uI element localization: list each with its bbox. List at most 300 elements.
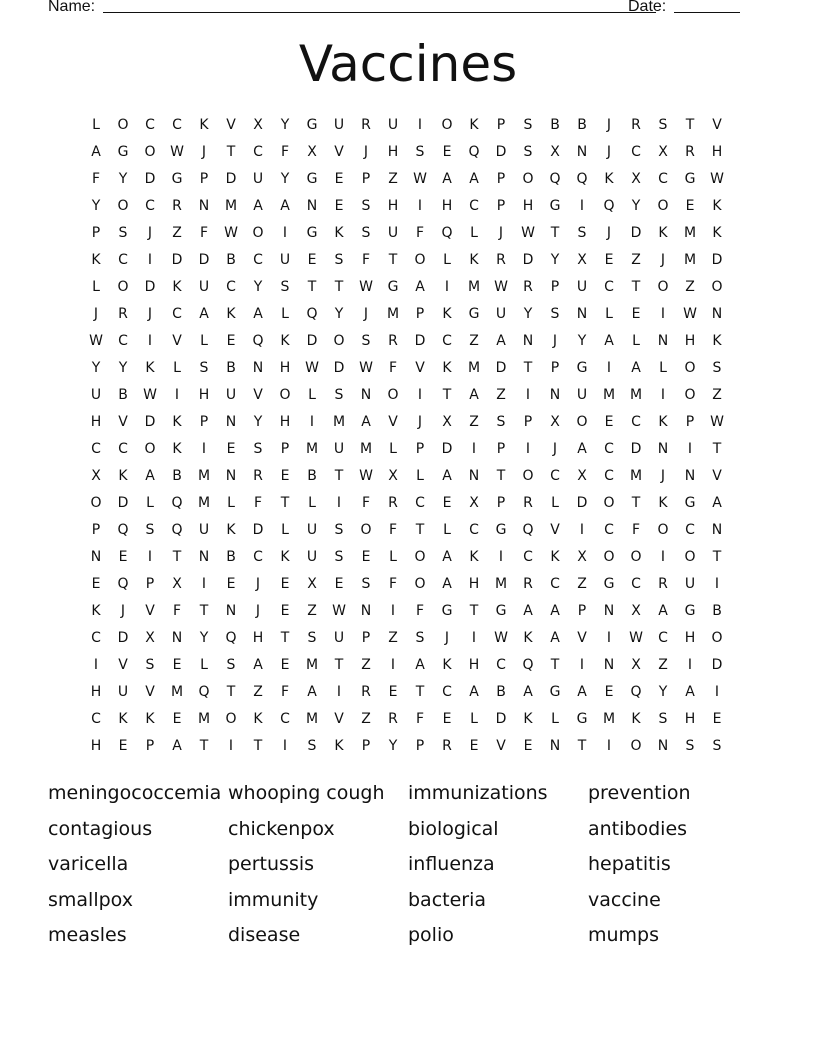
grid-letter: Y bbox=[550, 252, 560, 268]
grid-letter: H bbox=[90, 684, 102, 700]
grid-letter: Z bbox=[712, 387, 722, 403]
grid-letter: V bbox=[334, 144, 344, 160]
grid-letter: L bbox=[470, 711, 478, 727]
grid-letter: Q bbox=[441, 225, 453, 241]
grid-letter: P bbox=[496, 441, 506, 457]
grid-letter: Y bbox=[388, 738, 398, 754]
grid-letter: A bbox=[442, 171, 452, 187]
grid-letter: P bbox=[496, 117, 506, 133]
grid-letter: Z bbox=[172, 225, 182, 241]
grid-letter: J bbox=[606, 225, 612, 241]
grid-letter: N bbox=[198, 549, 210, 565]
grid-letter: O bbox=[684, 387, 696, 403]
grid-letter: M bbox=[305, 441, 319, 457]
grid-letter: V bbox=[712, 117, 722, 133]
grid-letter: U bbox=[90, 387, 102, 403]
grid-letter: K bbox=[523, 630, 533, 646]
grid-letter: L bbox=[227, 495, 235, 511]
grid-letter: V bbox=[145, 684, 155, 700]
grid-letter: C bbox=[172, 306, 182, 322]
grid-letter: E bbox=[91, 576, 101, 592]
grid-letter: T bbox=[334, 468, 344, 484]
grid-letter: E bbox=[280, 657, 290, 673]
grid-letter: W bbox=[170, 144, 184, 160]
grid-letter: W bbox=[521, 225, 535, 241]
word-list-item: prevention bbox=[588, 782, 691, 804]
grid-letter: L bbox=[416, 468, 424, 484]
grid-letter: X bbox=[253, 117, 263, 133]
grid-letter: K bbox=[91, 603, 101, 619]
grid-letter: L bbox=[389, 441, 397, 457]
grid-letter: M bbox=[629, 468, 643, 484]
grid-letter: U bbox=[252, 171, 264, 187]
grid-letter: F bbox=[415, 603, 425, 619]
grid-letter: O bbox=[684, 360, 696, 376]
grid-letter: X bbox=[307, 144, 317, 160]
grid-letter: O bbox=[603, 495, 615, 511]
grid-letter: A bbox=[91, 144, 101, 160]
grid-letter: C bbox=[469, 198, 479, 214]
word-list-item: biological bbox=[408, 817, 499, 840]
grid-letter: A bbox=[253, 198, 263, 214]
grid-letter: C bbox=[658, 171, 668, 187]
grid-letter: X bbox=[307, 576, 317, 592]
grid-letter: J bbox=[147, 225, 153, 241]
grid-letter: J bbox=[606, 117, 612, 133]
grid-letter: C bbox=[550, 576, 560, 592]
grid-letter: T bbox=[577, 738, 587, 754]
grid-letter: S bbox=[145, 522, 155, 538]
grid-letter: A bbox=[442, 576, 452, 592]
grid-letter: D bbox=[414, 333, 426, 349]
grid-letter: T bbox=[496, 468, 506, 484]
grid-letter: L bbox=[443, 522, 451, 538]
grid-letter: L bbox=[632, 333, 640, 349]
grid-letter: E bbox=[118, 738, 128, 754]
grid-letter: K bbox=[172, 441, 182, 457]
grid-letter: K bbox=[253, 711, 263, 727]
grid-letter: A bbox=[469, 171, 479, 187]
grid-letter: O bbox=[117, 198, 129, 214]
grid-letter: T bbox=[253, 738, 263, 754]
grid-letter: V bbox=[388, 414, 398, 430]
grid-letter: D bbox=[495, 144, 507, 160]
grid-letter: H bbox=[684, 630, 696, 646]
grid-letter: H bbox=[387, 198, 399, 214]
grid-letter: P bbox=[91, 522, 101, 538]
grid-letter: R bbox=[496, 252, 506, 268]
grid-letter: L bbox=[443, 252, 451, 268]
grid-letter: B bbox=[172, 468, 182, 484]
grid-letter: N bbox=[252, 360, 264, 376]
grid-letter: N bbox=[90, 549, 102, 565]
grid-letter: O bbox=[117, 279, 129, 295]
grid-letter: E bbox=[334, 576, 344, 592]
grid-letter: A bbox=[550, 603, 560, 619]
grid-letter: A bbox=[523, 684, 533, 700]
grid-letter: E bbox=[226, 441, 236, 457]
grid-letter: U bbox=[576, 387, 588, 403]
grid-letter: D bbox=[225, 171, 237, 187]
header bbox=[48, 0, 748, 18]
grid-letter: F bbox=[415, 225, 425, 241]
grid-letter: K bbox=[523, 711, 533, 727]
grid-letter: I bbox=[714, 684, 720, 700]
word-list-item: contagious bbox=[48, 817, 153, 840]
grid-letter: Z bbox=[631, 252, 641, 268]
word-list-item: disease bbox=[228, 924, 301, 946]
grid-letter: R bbox=[658, 576, 668, 592]
grid-letter: X bbox=[388, 468, 398, 484]
grid-letter: J bbox=[255, 576, 261, 592]
grid-letter: C bbox=[604, 522, 614, 538]
grid-letter: N bbox=[657, 738, 669, 754]
grid-letter: R bbox=[523, 495, 533, 511]
grid-letter: X bbox=[442, 414, 452, 430]
grid-letter: Y bbox=[253, 279, 263, 295]
grid-letter: I bbox=[417, 387, 423, 403]
grid-letter: L bbox=[146, 495, 154, 511]
word-list-item: antibodies bbox=[588, 817, 688, 840]
grid-letter: N bbox=[657, 441, 669, 457]
grid-letter: P bbox=[415, 441, 425, 457]
grid-letter: E bbox=[280, 576, 290, 592]
grid-letter: W bbox=[629, 630, 643, 646]
grid-letter: Q bbox=[306, 306, 318, 322]
grid-letter: C bbox=[442, 333, 452, 349]
grid-letter: F bbox=[361, 495, 371, 511]
grid-letter: S bbox=[550, 306, 560, 322]
grid-letter: T bbox=[712, 441, 722, 457]
grid-letter: O bbox=[657, 522, 669, 538]
grid-letter: T bbox=[280, 630, 290, 646]
grid-letter: O bbox=[333, 333, 345, 349]
grid-letter: K bbox=[469, 117, 479, 133]
grid-letter: N bbox=[684, 468, 696, 484]
grid-letter: U bbox=[306, 549, 318, 565]
grid-letter: E bbox=[280, 603, 290, 619]
grid-letter: E bbox=[118, 549, 128, 565]
grid-letter: J bbox=[255, 603, 261, 619]
grid-letter: D bbox=[117, 495, 129, 511]
grid-letter: G bbox=[306, 117, 318, 133]
grid-letter: D bbox=[144, 171, 156, 187]
grid-letter: E bbox=[442, 711, 452, 727]
grid-letter: N bbox=[711, 306, 723, 322]
grid-letter: X bbox=[631, 657, 641, 673]
grid-letter: P bbox=[199, 414, 209, 430]
grid-letter: J bbox=[552, 333, 558, 349]
grid-letter: F bbox=[388, 360, 398, 376]
grid-letter: C bbox=[91, 711, 101, 727]
grid-letter: C bbox=[631, 576, 641, 592]
grid-letter: I bbox=[147, 333, 153, 349]
grid-letter: J bbox=[660, 252, 666, 268]
grid-letter: J bbox=[444, 630, 450, 646]
grid-letter: O bbox=[522, 468, 534, 484]
grid-letter: I bbox=[390, 603, 396, 619]
grid-letter: V bbox=[226, 117, 236, 133]
grid-letter: P bbox=[361, 171, 371, 187]
grid-letter: Y bbox=[280, 117, 290, 133]
grid-letter: T bbox=[469, 603, 479, 619]
grid-letter: F bbox=[172, 603, 182, 619]
grid-letter: K bbox=[172, 414, 182, 430]
grid-letter: Y bbox=[577, 333, 587, 349]
grid-letter: A bbox=[145, 468, 155, 484]
grid-letter: K bbox=[334, 738, 344, 754]
grid-letter: H bbox=[279, 360, 291, 376]
grid-letter: O bbox=[711, 630, 723, 646]
grid-letter: Z bbox=[361, 711, 371, 727]
grid-letter: R bbox=[523, 576, 533, 592]
grid-letter: A bbox=[604, 333, 614, 349]
grid-letter: S bbox=[496, 414, 506, 430]
grid-letter: I bbox=[471, 441, 477, 457]
grid-letter: D bbox=[495, 711, 507, 727]
grid-letter: J bbox=[660, 468, 666, 484]
grid-letter: E bbox=[388, 684, 398, 700]
grid-letter: E bbox=[172, 657, 182, 673]
grid-letter: K bbox=[550, 549, 560, 565]
grid-letter: C bbox=[253, 549, 263, 565]
grid-letter: E bbox=[226, 576, 236, 592]
grid-letter: A bbox=[550, 630, 560, 646]
grid-letter: C bbox=[658, 630, 668, 646]
grid-letter: J bbox=[363, 306, 369, 322]
grid-letter: I bbox=[444, 279, 450, 295]
grid-letter: B bbox=[712, 603, 722, 619]
grid-letter: C bbox=[631, 414, 641, 430]
grid-letter: N bbox=[576, 144, 588, 160]
grid-letter: B bbox=[307, 468, 317, 484]
grid-letter: X bbox=[172, 576, 182, 592]
grid-letter: L bbox=[551, 495, 559, 511]
grid-letter: E bbox=[712, 711, 722, 727]
grid-letter: E bbox=[334, 171, 344, 187]
grid-letter: O bbox=[387, 387, 399, 403]
grid-letter: H bbox=[711, 144, 723, 160]
grid-letter: F bbox=[388, 522, 398, 538]
grid-letter: V bbox=[172, 333, 182, 349]
grid-letter: M bbox=[629, 387, 643, 403]
grid-letter: P bbox=[496, 495, 506, 511]
grid-letter: U bbox=[387, 117, 399, 133]
grid-letter: C bbox=[253, 252, 263, 268]
grid-letter: M bbox=[386, 306, 400, 322]
grid-letter: R bbox=[523, 279, 533, 295]
grid-letter: A bbox=[442, 468, 452, 484]
grid-letter: Z bbox=[658, 657, 668, 673]
grid-letter: K bbox=[442, 657, 452, 673]
grid-letter: A bbox=[253, 657, 263, 673]
grid-letter: A bbox=[469, 684, 479, 700]
grid-letter: E bbox=[604, 252, 614, 268]
grid-letter: P bbox=[577, 603, 587, 619]
grid-letter: E bbox=[631, 306, 641, 322]
grid-letter: G bbox=[576, 711, 588, 727]
grid-letter: P bbox=[685, 414, 695, 430]
grid-letter: V bbox=[145, 603, 155, 619]
grid-letter: X bbox=[658, 144, 668, 160]
grid-letter: N bbox=[306, 198, 318, 214]
grid-letter: E bbox=[280, 468, 290, 484]
grid-letter: H bbox=[198, 387, 210, 403]
word-list-item: measles bbox=[48, 924, 127, 946]
grid-letter: R bbox=[442, 738, 452, 754]
grid-letter: U bbox=[387, 225, 399, 241]
grid-letter: C bbox=[91, 630, 101, 646]
grid-letter: R bbox=[685, 144, 695, 160]
grid-letter: X bbox=[631, 171, 641, 187]
grid-letter: M bbox=[224, 198, 238, 214]
grid-letter: S bbox=[199, 360, 209, 376]
grid-letter: E bbox=[469, 738, 479, 754]
grid-letter: W bbox=[710, 171, 724, 187]
grid-letter: M bbox=[197, 468, 211, 484]
grid-letter: P bbox=[199, 171, 209, 187]
grid-letter: N bbox=[603, 657, 615, 673]
grid-letter: K bbox=[280, 333, 290, 349]
grid-letter: D bbox=[441, 441, 453, 457]
date-label: Date: bbox=[628, 0, 667, 15]
grid-letter: S bbox=[415, 630, 425, 646]
grid-letter: C bbox=[91, 441, 101, 457]
grid-letter: H bbox=[468, 576, 480, 592]
grid-letter: F bbox=[361, 252, 371, 268]
grid-letter: E bbox=[685, 198, 695, 214]
grid-letter: T bbox=[550, 225, 560, 241]
grid-letter: I bbox=[687, 441, 693, 457]
grid-letter: L bbox=[389, 549, 397, 565]
word-list-item: bacteria bbox=[408, 888, 487, 911]
grid-letter: C bbox=[685, 522, 695, 538]
grid-letter: I bbox=[579, 522, 585, 538]
grid-letter: I bbox=[471, 630, 477, 646]
grid-letter: X bbox=[91, 468, 101, 484]
grid-letter: Y bbox=[280, 171, 290, 187]
grid-letter: O bbox=[117, 117, 129, 133]
grid-letter: I bbox=[174, 387, 180, 403]
grid-letter: E bbox=[442, 495, 452, 511]
grid-letter: O bbox=[657, 198, 669, 214]
grid-letter: E bbox=[442, 144, 452, 160]
grid-letter: N bbox=[576, 306, 588, 322]
grid-letter: O bbox=[630, 549, 642, 565]
grid-letter: X bbox=[631, 603, 641, 619]
word-list-item: smallpox bbox=[48, 888, 133, 911]
grid-letter: Q bbox=[576, 171, 588, 187]
grid-letter: C bbox=[226, 279, 236, 295]
grid-letter: C bbox=[415, 495, 425, 511]
grid-letter: K bbox=[334, 225, 344, 241]
grid-letter: Y bbox=[334, 306, 344, 322]
grid-letter: M bbox=[683, 225, 697, 241]
grid-letter: J bbox=[417, 414, 423, 430]
grid-letter: Y bbox=[91, 360, 101, 376]
grid-letter: Z bbox=[307, 603, 317, 619]
grid-letter: S bbox=[334, 387, 344, 403]
grid-letter: T bbox=[388, 252, 398, 268]
grid-letter: E bbox=[604, 684, 614, 700]
grid-letter: G bbox=[441, 603, 453, 619]
grid-letter: M bbox=[467, 279, 481, 295]
grid-letter: O bbox=[225, 711, 237, 727]
grid-letter: G bbox=[495, 603, 507, 619]
grid-letter: S bbox=[253, 441, 263, 457]
grid-letter: L bbox=[470, 225, 478, 241]
grid-letter: Y bbox=[523, 306, 533, 322]
grid-letter: J bbox=[201, 144, 207, 160]
grid-letter: A bbox=[199, 306, 209, 322]
page-title: Vaccines bbox=[298, 35, 518, 93]
grid-letter: L bbox=[281, 306, 289, 322]
grid-letter: L bbox=[173, 360, 181, 376]
grid-letter: I bbox=[579, 198, 585, 214]
grid-letter: Q bbox=[225, 630, 237, 646]
grid-letter: W bbox=[332, 603, 346, 619]
grid-letter: L bbox=[308, 495, 316, 511]
grid-letter: P bbox=[550, 360, 560, 376]
grid-letter: R bbox=[388, 495, 398, 511]
grid-letter: O bbox=[657, 279, 669, 295]
grid-letter: M bbox=[602, 711, 616, 727]
grid-letter: W bbox=[224, 225, 238, 241]
grid-letter: J bbox=[606, 144, 612, 160]
grid-letter: K bbox=[658, 225, 668, 241]
grid-letter: K bbox=[118, 711, 128, 727]
grid-letter: D bbox=[171, 252, 183, 268]
grid-letter: H bbox=[522, 198, 534, 214]
word-list-item: whooping cough bbox=[228, 782, 385, 804]
grid-letter: H bbox=[684, 333, 696, 349]
grid-letter: P bbox=[523, 414, 533, 430]
grid-letter: B bbox=[577, 117, 587, 133]
grid-letter: A bbox=[658, 603, 668, 619]
grid-letter: R bbox=[361, 684, 371, 700]
grid-letter: S bbox=[415, 144, 425, 160]
grid-letter: D bbox=[711, 657, 723, 673]
grid-letter: Z bbox=[361, 657, 371, 673]
grid-letter: W bbox=[413, 171, 427, 187]
grid-letter: M bbox=[494, 576, 508, 592]
grid-letter: N bbox=[360, 603, 372, 619]
grid-letter: S bbox=[658, 711, 668, 727]
grid-letter: X bbox=[577, 252, 587, 268]
word-list-item: chickenpox bbox=[228, 817, 335, 840]
grid-letter: A bbox=[631, 360, 641, 376]
grid-letter: D bbox=[306, 333, 318, 349]
date-line bbox=[674, 12, 740, 13]
name-label: Name: bbox=[48, 0, 96, 15]
grid-letter: U bbox=[333, 441, 345, 457]
grid-letter: H bbox=[90, 738, 102, 754]
grid-letter: A bbox=[307, 684, 317, 700]
grid-letter: Y bbox=[658, 684, 668, 700]
grid-letter: C bbox=[604, 468, 614, 484]
grid-letter: L bbox=[308, 387, 316, 403]
grid-letter: C bbox=[118, 333, 128, 349]
grid-letter: C bbox=[118, 252, 128, 268]
grid-letter: L bbox=[605, 306, 613, 322]
grid-letter: L bbox=[92, 279, 100, 295]
grid-letter: K bbox=[442, 360, 452, 376]
grid-letter: A bbox=[496, 333, 506, 349]
grid-letter: F bbox=[253, 495, 263, 511]
grid-letter: Z bbox=[388, 630, 398, 646]
grid-letter: B bbox=[226, 360, 236, 376]
grid-letter: I bbox=[417, 198, 423, 214]
